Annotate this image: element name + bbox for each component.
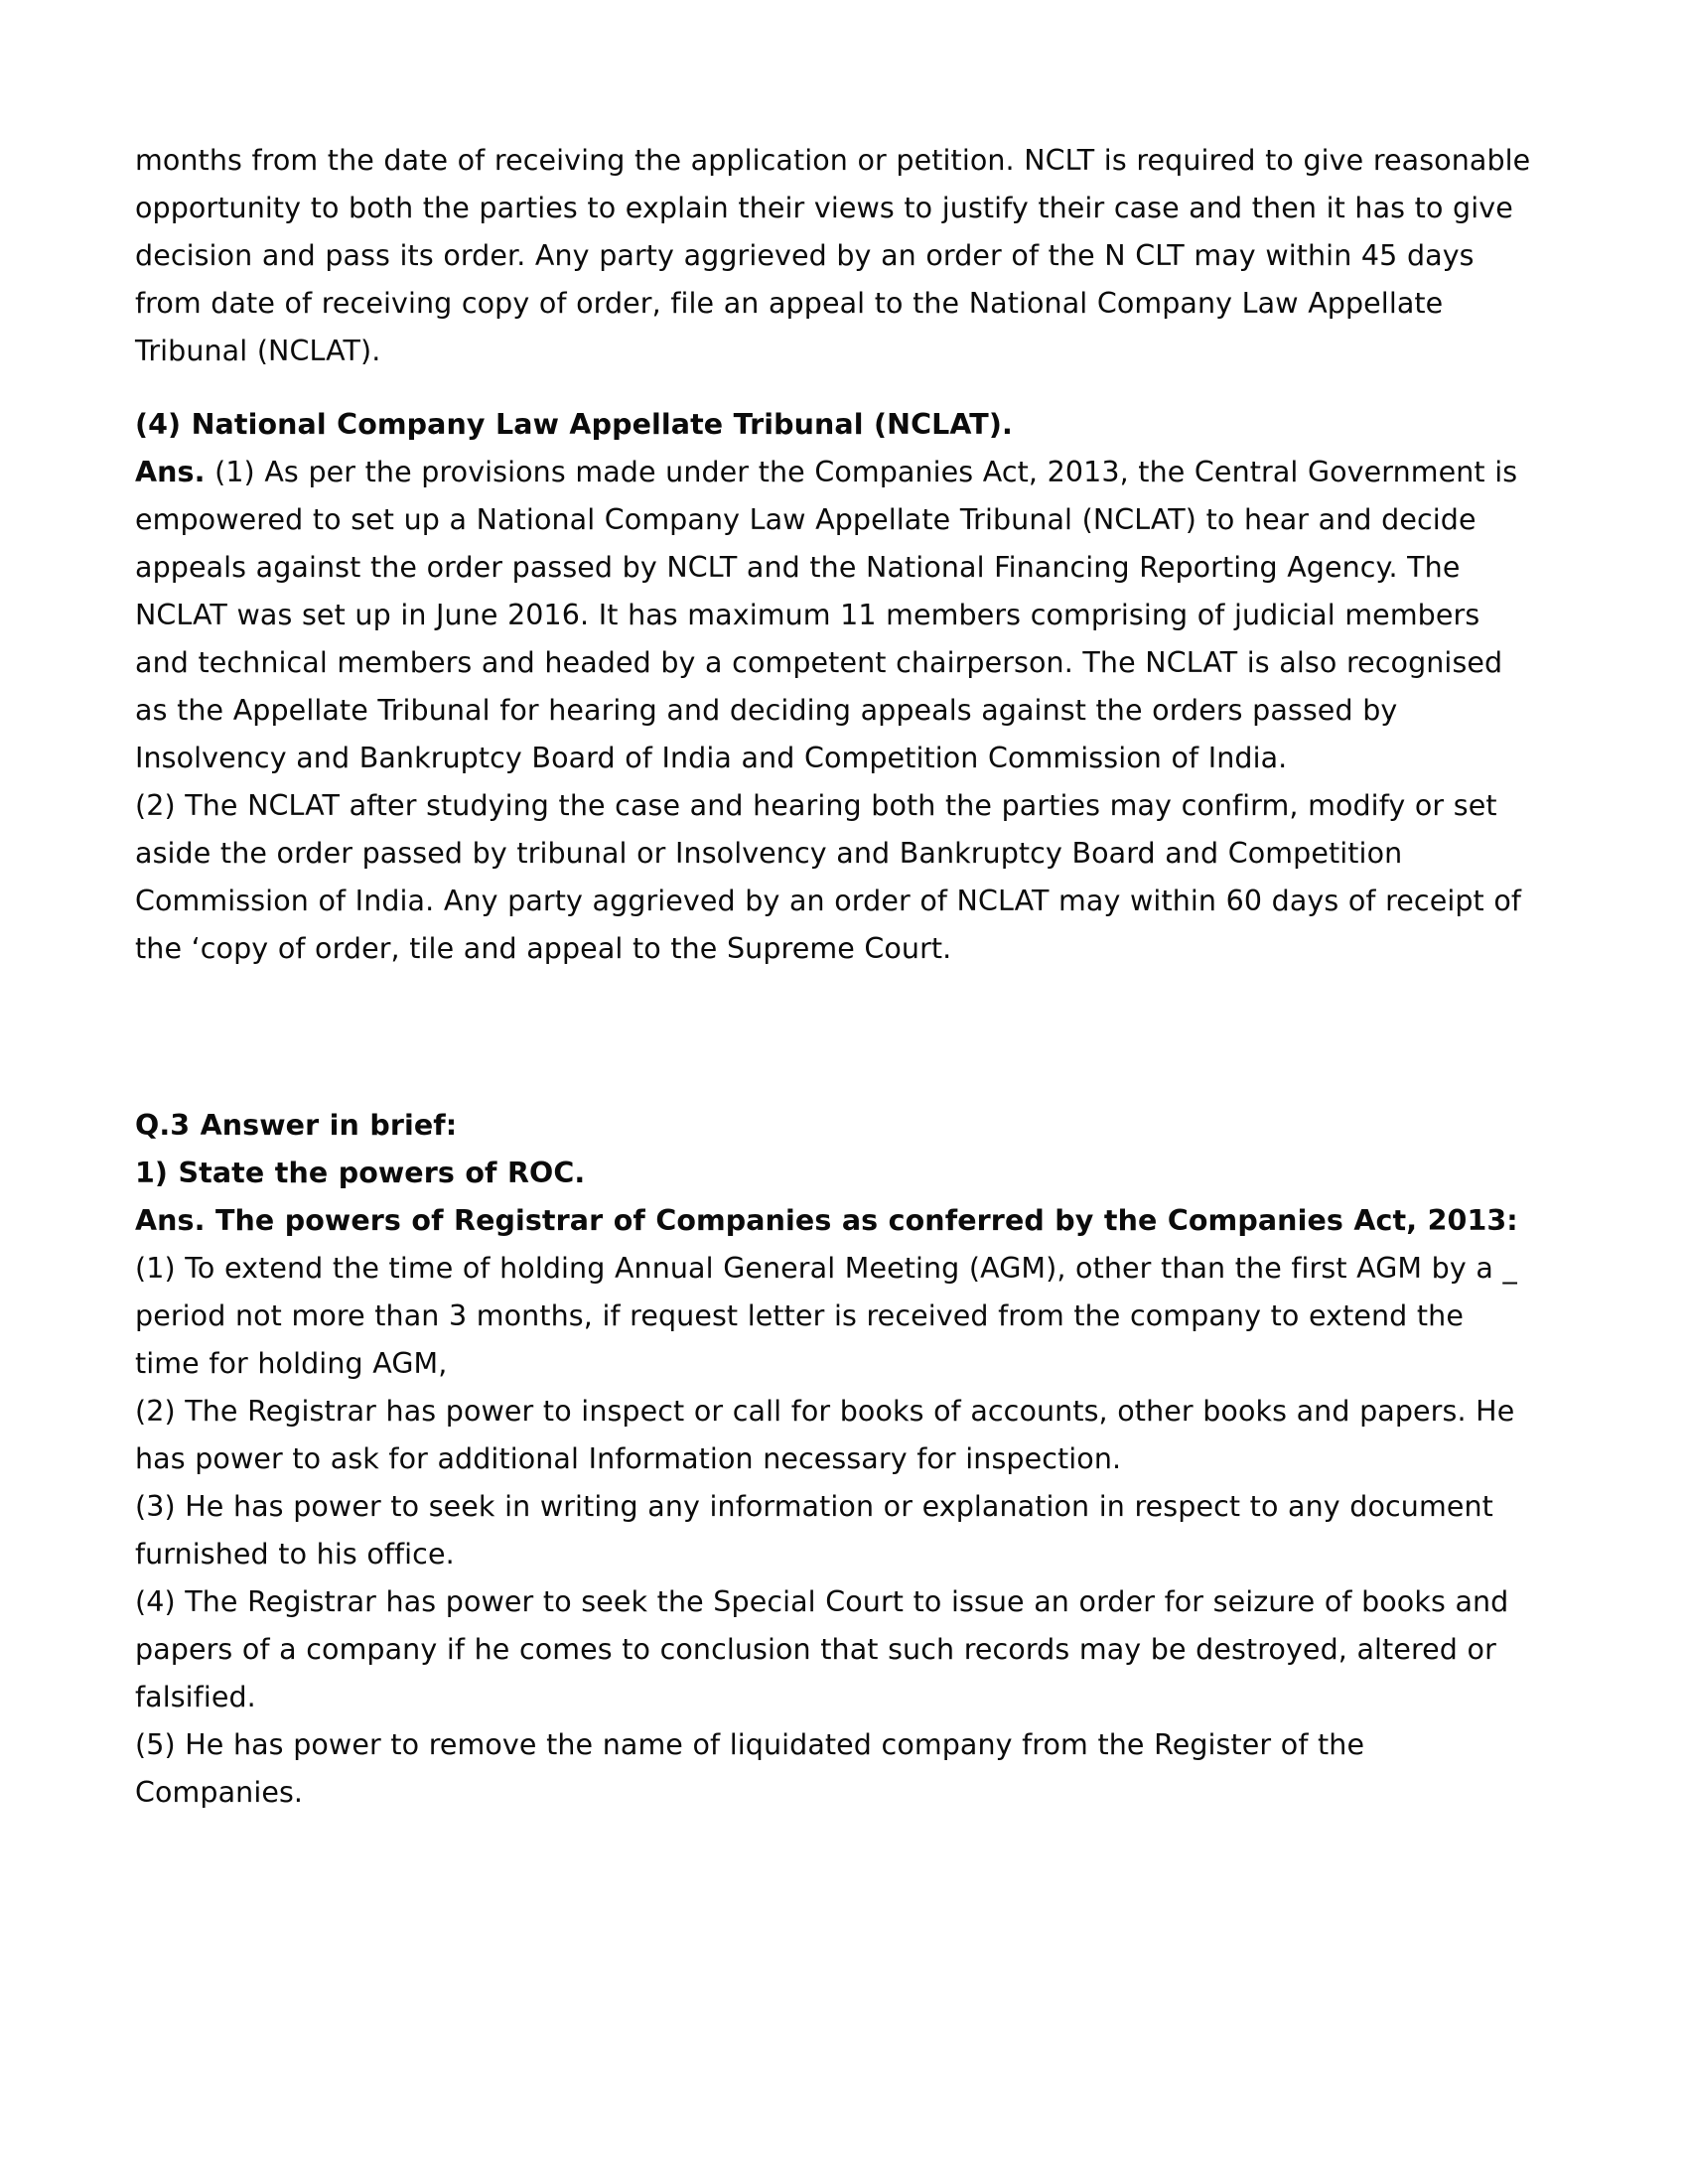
q3-question-1: 1) State the powers of ROC. xyxy=(135,1157,586,1189)
nclat-ans-body-1: (1) As per the provisions made under the Companies Act, 2013, the Central Government is empowered to set up a National Company Law Appellate Tribunal (NCLAT) to hear and decide appeals against the order passed by NCLT and the National Financing Reporting Agency. The NCLAT was set up in June 2016. It has maximum 11 members comprising of judicial members and technical members and headed by a competent chairperson. The NCLAT is also recognised as the Appellate Tribunal for hearing and deciding appeals against the orders passed by Insolvency and Bankruptcy Board of India and Competition Commission of India. xyxy=(135,456,1527,774)
nclat-answer-paragraph-2: (2) The NCLAT after studying the case and hearing both the parties may confirm, modify or set aside the order passed by tribunal or Insolvency and Bankruptcy Board and Competition Commission of India. Any party aggrieved by an order of NCLAT may within 60 days of receipt of the ‘copy of order, tile and appeal to the Supreme Court. xyxy=(135,789,1531,965)
section-spacer xyxy=(135,973,1537,1102)
roc-power-point-4: (4) The Registrar has power to seek the Special Court to issue an order for seizure of books and papers of a company if he comes to conclusion that such records may be destroyed, altered or falsified. xyxy=(135,1585,1518,1713)
nclat-section-heading: (4) National Company Law Appellate Tribunal (NCLAT). xyxy=(135,408,1013,441)
roc-answer-heading: Ans. The powers of Registrar of Companies as conferred by the Companies Act, 2013: xyxy=(135,1204,1518,1237)
roc-power-point-5: (5) He has power to remove the name of liquidated company from the Register of the Companies. xyxy=(135,1728,1374,1809)
q3-heading: Q.3 Answer in brief: xyxy=(135,1109,458,1142)
roc-power-point-1: (1) To extend the time of holding Annual General Meeting (AGM), other than the first AGM by a _ period not more than 3 months, if request letter is received from the company to extend the time for holding AGM, xyxy=(135,1252,1527,1380)
spacer xyxy=(135,375,1537,401)
roc-power-point-3: (3) He has power to seek in writing any information or explanation in respect to any document furnished to his office. xyxy=(135,1490,1503,1570)
nclat-answer-paragraph-1 xyxy=(135,449,1537,782)
nclat-ans-label: Ans. xyxy=(135,456,206,488)
continued-paragraph: months from the date of receiving the application or petition. NCLT is required to give reasonable opportunity to both the parties to explain their views to justify their case and then it has to give decision and pass its order. Any party aggrieved by an order of the N CLT may within 45 days from date of receiving copy of order, file an appeal to the National Company Law Appellate Tribunal (NCLAT). xyxy=(135,144,1540,367)
page-content-column xyxy=(135,137,1540,1817)
roc-power-point-2: (2) The Registrar has power to inspect or call for books of accounts, other books and papers. He has power to ask for additional Information necessary for inspection. xyxy=(135,1395,1524,1475)
